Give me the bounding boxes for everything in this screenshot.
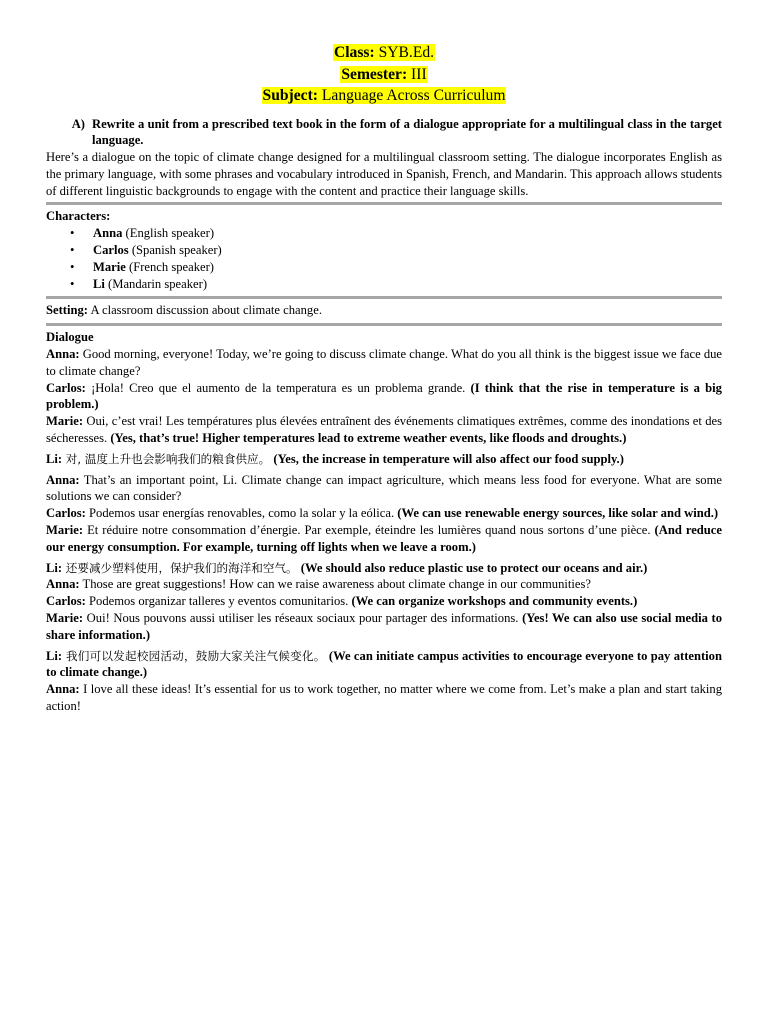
dialogue-line — [46, 380, 722, 414]
speaker-name: Carlos: — [46, 594, 86, 609]
dialogue-section — [46, 329, 722, 715]
setting-text: A classroom discussion about climate change. — [87, 303, 322, 318]
speech-text: Oui! Nous pouvons aussi utiliser les réseaux sociaux pour partager des informations. — [83, 611, 523, 626]
speech-text: Et réduire notre consommation d’énergie. Par exemple, éteindre les lumières quand nous sortons d’une pièce. — [83, 523, 655, 538]
speaker-name: Anna: — [46, 347, 80, 362]
bullet-icon: • — [70, 226, 75, 241]
speech-text: That’s an important point, Li. Climate change can impact agriculture, which means less food for everyone. What are some solutions we can consider? — [46, 472, 722, 504]
character-desc: (Spanish speaker) — [128, 243, 222, 258]
bullet-icon: • — [70, 243, 75, 258]
translation-text: (We should also reduce plastic use to protect our oceans and air.) — [297, 560, 648, 575]
speech-text: Good morning, everyone! Today, we’re going to discuss climate change. What do you all think is the biggest issue we face due to climate change? — [46, 347, 722, 378]
dialogue-line — [46, 522, 722, 556]
characters-list — [46, 225, 722, 292]
character-item — [46, 276, 722, 293]
subject-line — [46, 85, 722, 107]
dialogue-line — [46, 505, 722, 522]
dialogue-line — [46, 413, 722, 447]
subject-value: Language Across Curriculum — [317, 87, 506, 104]
semester-label: Semester: — [341, 65, 408, 83]
speech-text: Podemos organizar talleres y eventos comunitarios. — [85, 594, 352, 609]
speaker-name: Anna: — [46, 472, 80, 487]
dialogue-line — [46, 648, 722, 682]
divider — [46, 323, 722, 326]
translation-text: (Yes! We can also use social media to share information.) — [46, 611, 722, 642]
bullet-icon: • — [70, 259, 75, 274]
dialogue-line — [46, 593, 722, 610]
character-name: Carlos — [93, 243, 129, 258]
characters-heading: Characters: — [46, 209, 111, 224]
speech-text: 我们可以发起校园活动，鼓励大家关注气候变化。 — [62, 648, 326, 663]
dialogue-line — [46, 560, 722, 577]
translation-text: (We can use renewable energy sources, like solar and wind.) — [397, 506, 719, 521]
character-item — [46, 225, 722, 242]
translation-text: (Yes, the increase in temperature will also affect our food supply.) — [270, 451, 624, 466]
speaker-name: Li: — [46, 648, 63, 663]
setting-section — [46, 302, 722, 319]
divider — [46, 296, 722, 299]
speech-text: Oui, c’est vrai! Les températures plus élevées entraînent des événements climatiques extrêmes, comme des inondations et des sécheresses. — [46, 414, 722, 446]
divider — [46, 202, 722, 205]
character-name: Anna — [93, 226, 123, 241]
speaker-name: Anna: — [46, 682, 80, 697]
speech-text: Those are great suggestions! How can we raise awareness about climate change in our communities? — [79, 577, 591, 592]
speaker-name: Carlos: — [46, 380, 86, 395]
dialogue-line — [46, 346, 722, 380]
dialogue-line — [46, 681, 722, 715]
dialogue-line — [46, 576, 722, 593]
characters-section — [46, 208, 722, 292]
intro-paragraph: Here’s a dialogue on the topic of climate change designed for a multilingual classroom setting. The dialogue incorporates English as the primary language, with some phrases and vocabulary introduced in Spanish, French, and Mandarin. This approach allows students of different linguistic backgrounds to engage with the content and practice their language skills. — [46, 150, 722, 198]
speech-text: 对, 温度上升也会影响我们的粮食供应。 — [62, 451, 271, 466]
character-desc: (French speaker) — [125, 259, 214, 274]
translation-text: (We can initiate campus activities to encourage everyone to pay attention to climate change.) — [46, 648, 722, 680]
class-line — [46, 42, 722, 64]
task-heading — [46, 116, 722, 150]
document-page — [46, 42, 722, 715]
character-desc: (Mandarin speaker) — [104, 276, 208, 291]
speaker-name: Li: — [46, 560, 63, 575]
dialogue-line — [46, 472, 722, 506]
speaker-name: Anna: — [46, 577, 80, 592]
translation-text: (And reduce our energy consumption. For example, turning off lights when we leave a room.) — [46, 523, 722, 554]
translation-text: (I think that the rise in temperature is a big problem.) — [46, 380, 722, 412]
speaker-name: Marie: — [46, 414, 84, 429]
dialogue-line — [46, 451, 722, 468]
character-name: Marie — [93, 259, 126, 274]
speaker-name: Li: — [46, 451, 63, 466]
setting-label: Setting: — [46, 303, 88, 318]
speech-text: 还要减少塑料使用，保护我们的海洋和空气。 — [62, 560, 298, 575]
dialogue-heading: Dialogue — [46, 330, 94, 345]
class-label: Class: — [333, 44, 375, 61]
task-text: Rewrite a unit from a prescribed text book in the form of a dialogue appropriate for a multilingual class in the target language. — [92, 116, 722, 148]
task-number: A) — [71, 116, 85, 131]
character-desc: (English speaker) — [122, 226, 215, 241]
speech-text: I love all these ideas! It’s essential for us to work together, no matter where we come from. Let’s make a plan and start taking action! — [46, 682, 722, 713]
speech-text: ¡Hola! Creo que el aumento de la temperatura es un problema grande. — [85, 380, 471, 395]
dialogue-line — [46, 610, 722, 644]
document-header — [46, 42, 722, 107]
character-name: Li — [93, 276, 105, 291]
translation-text: (Yes, that’s true! Higher temperatures lead to extreme weather events, like floods and droughts.) — [110, 431, 627, 446]
bullet-icon: • — [70, 276, 75, 291]
speaker-name: Marie: — [46, 611, 84, 626]
semester-line — [46, 64, 722, 86]
speech-text: Podemos usar energías renovables, como la solar y la eólica. — [85, 506, 398, 521]
translation-text: (We can organize workshops and community events.) — [351, 594, 638, 609]
speaker-name: Marie: — [46, 523, 84, 538]
character-item — [46, 242, 722, 259]
character-item — [46, 259, 722, 276]
class-value: SYB.Ed. — [374, 44, 435, 61]
speaker-name: Carlos: — [46, 506, 86, 521]
semester-value: III — [407, 65, 427, 83]
subject-label: Subject: — [262, 87, 318, 104]
